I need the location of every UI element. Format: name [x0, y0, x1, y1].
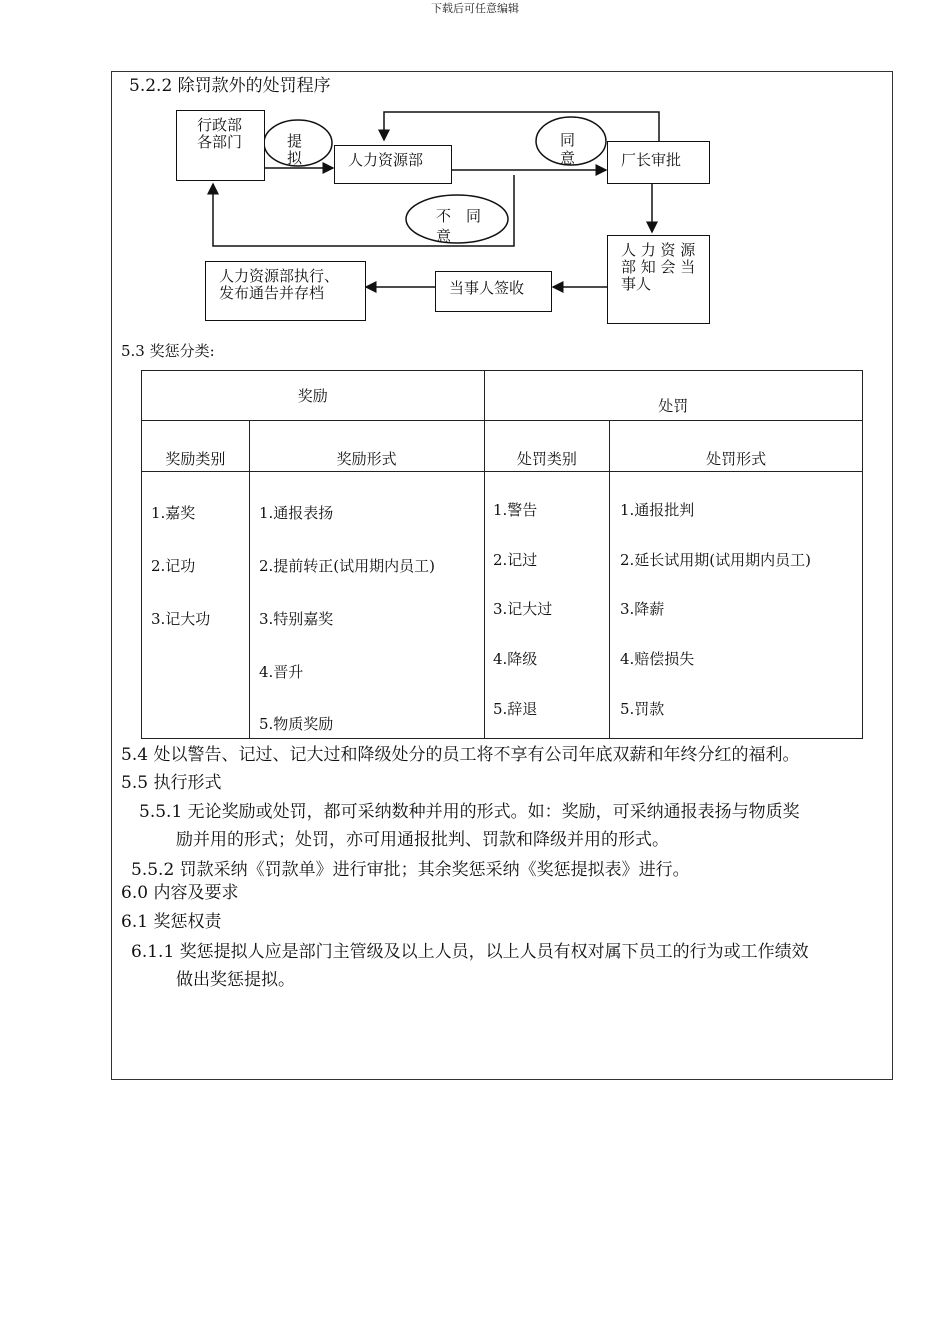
punish-header-cell: [484, 371, 862, 421]
punish-form-item: 5.罚款: [620, 700, 665, 718]
flow-label-propose-1: 提: [287, 132, 303, 150]
col-reward-form-cell: [249, 421, 484, 472]
section-title-53: 5.3 奖惩分类:: [121, 342, 215, 360]
flow-label-disagree-2: 意: [436, 227, 452, 245]
reward-type-item: 3.记大功: [151, 610, 211, 628]
reward-form-item: 3.特别嘉奖: [259, 610, 334, 628]
flow-label-agree-1: 同: [560, 131, 576, 149]
heading-55: 5.5 执行形式: [121, 773, 222, 793]
punish-type-item: 3.记大过: [493, 600, 553, 618]
punish-form-item: 3.降薪: [620, 600, 665, 618]
col-punish-type: 处罚类别: [516, 450, 577, 468]
col-punish-form-cell: [610, 421, 863, 472]
flow-label-execute-2: 发布通告并存档: [219, 284, 325, 302]
punish-form-item: 1.通报批判: [620, 501, 695, 519]
paragraph-54: 5.4 处以警告、记过、记大过和降级处分的员工将不享有公司年底双薪和年终分红的福利。: [121, 745, 800, 765]
col-punish-type-cell: [484, 421, 610, 472]
flow-label-propose-2: 拟: [287, 149, 303, 167]
reward-header-cell: [142, 371, 485, 421]
punish-type-item: 4.降级: [493, 650, 538, 668]
reward-header: 奖励: [297, 387, 328, 405]
flow-label-departments-1: 行政部: [197, 116, 243, 134]
col-reward-type: 奖励类别: [165, 450, 226, 468]
flow-label-hr: 人力资源部: [348, 151, 424, 169]
reward-type-item: 1.嘉奖: [151, 504, 196, 522]
punish-type-item: 1.警告: [493, 501, 538, 519]
heading-61: 6.1 奖惩权责: [121, 912, 222, 932]
reward-form-item: 1.通报表扬: [259, 504, 334, 522]
paragraph-551-line1: 5.5.1 无论奖励或处罚，都可采纳数种并用的形式。如：奖励，可采纳通报表扬与物质奖: [139, 802, 800, 822]
punish-form-item: 4.赔偿损失: [620, 650, 695, 668]
heading-60: 6.0 内容及要求: [121, 883, 239, 903]
flow-label-notify-1: 人 力 资 源: [621, 241, 696, 259]
reward-form-item: 4.晋升: [259, 663, 304, 681]
flow-label-factory: 厂长审批: [621, 151, 682, 169]
punish-header: 处罚: [658, 397, 689, 415]
flow-label-departments-2: 各部门: [197, 133, 243, 151]
flow-label-agree-2: 意: [560, 149, 576, 167]
reward-type-item: 2.记功: [151, 557, 196, 575]
paragraph-551-line2: 励并用的形式；处罚，亦可用通报批判、罚款和降级并用的形式。: [176, 830, 669, 850]
col-reward-form: 奖励形式: [336, 450, 397, 468]
reward-form-item: 5.物质奖励: [259, 715, 334, 733]
section-title-522: 5.2.2 除罚款外的处罚程序: [129, 76, 331, 96]
col-punish-form: 处罚形式: [706, 450, 767, 468]
flow-label-disagree-1: 不 同: [436, 207, 482, 225]
col-reward-type-cell: [142, 421, 250, 472]
punish-type-item: 5.辞退: [493, 700, 538, 718]
paragraph-611-line2: 做出奖惩提拟。: [176, 970, 295, 990]
paragraph-552: 5.5.2 罚款采纳《罚款单》进行审批；其余奖惩采纳《奖惩提拟表》进行。: [131, 860, 690, 880]
flow-label-sign: 当事人签收: [449, 279, 525, 297]
paragraph-611-line1: 6.1.1 奖惩提拟人应是部门主管级及以上人员，以上人员有权对属下员工的行为或工作绩效: [131, 942, 809, 962]
download-note: 下载后可任意编辑: [431, 2, 519, 15]
flow-label-execute-1: 人力资源部执行、: [219, 267, 340, 285]
reward-form-item: 2.提前转正(试用期内员工): [259, 557, 436, 575]
flow-label-notify-2: 部 知 会 当: [621, 258, 696, 276]
punish-type-item: 2.记过: [493, 551, 538, 569]
punish-form-item: 2.延长试用期(试用期内员工): [620, 551, 812, 569]
flow-label-notify-3: 事人: [621, 275, 652, 293]
